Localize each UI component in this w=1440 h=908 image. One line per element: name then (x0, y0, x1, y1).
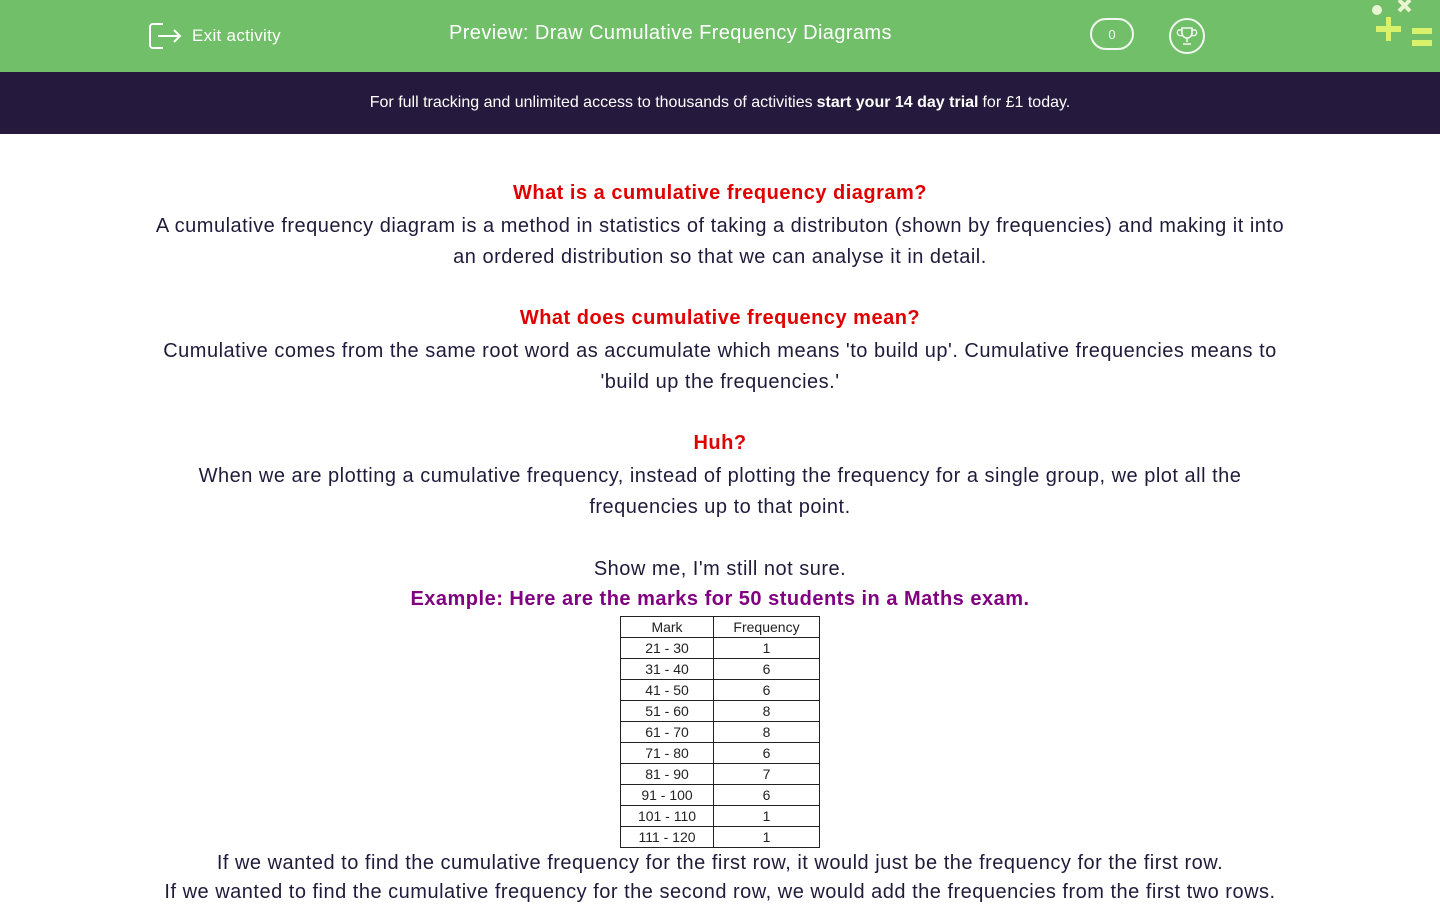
top-header (0, 0, 1440, 72)
table-row (621, 806, 820, 827)
mark-cell: 91 - 100 (621, 785, 714, 806)
frequency-cell: 1 (714, 638, 820, 659)
table-row (621, 701, 820, 722)
section-heading: What is a cumulative frequency diagram? (512, 182, 928, 204)
trophy-button[interactable] (1169, 18, 1205, 54)
exit-activity-label: Exit activity (192, 26, 281, 45)
mark-cell: 61 - 70 (621, 722, 714, 743)
exit-icon (149, 22, 182, 50)
frequency-cell: 1 (714, 827, 820, 848)
table-row (621, 764, 820, 785)
section-heading: What does cumulative frequency mean? (519, 307, 921, 329)
mark-cell: 101 - 110 (621, 806, 714, 827)
mark-cell: 51 - 60 (621, 701, 714, 722)
frequency-cell: 7 (714, 764, 820, 785)
table-row (621, 638, 820, 659)
section-body: When we are plotting a cumulative frequency, instead of plotting the frequency for a single group, we plot all the frequencies up to that point. (198, 465, 1242, 518)
section-heading: Huh? (693, 432, 747, 454)
frequency-cell: 6 (714, 680, 820, 701)
frequency-cell: 6 (714, 743, 820, 764)
mark-cell: 21 - 30 (621, 638, 714, 659)
promo-banner (0, 72, 1440, 134)
table-row (621, 827, 820, 848)
mark-cell: 111 - 120 (621, 827, 714, 848)
explanation-line: If we wanted to find the cumulative frequency for the second row, we would add the frequencies from the first two rows. (164, 881, 1276, 903)
frequency-table (620, 616, 820, 848)
mark-cell: 81 - 90 (621, 764, 714, 785)
frequency-cell: 8 (714, 722, 820, 743)
table-row (621, 743, 820, 764)
trial-link[interactable]: start your 14 day trial (816, 94, 979, 111)
table-header-row (621, 617, 820, 638)
example-heading: Example: Here are the marks for 50 students in a Maths exam. (410, 588, 1030, 610)
mark-cell: 71 - 80 (621, 743, 714, 764)
frequency-cell: 1 (714, 806, 820, 827)
maths-symbols-logo (1366, 0, 1440, 56)
section-body: Cumulative comes from the same root word as accumulate which means 'to build up'. Cumulative frequencies means to 'build up the frequencies.' (163, 340, 1277, 393)
frequency-cell: 8 (714, 701, 820, 722)
mark-cell: 41 - 50 (621, 680, 714, 701)
promo-suffix: for £1 today. (982, 94, 1071, 111)
mark-cell: 31 - 40 (621, 659, 714, 680)
trophy-icon (1176, 25, 1198, 47)
table-row (621, 722, 820, 743)
score-counter: 0 (1090, 18, 1134, 50)
exit-activity-button[interactable] (149, 20, 281, 52)
show-me-text: Show me, I'm still not sure. (593, 558, 847, 580)
table-row (621, 680, 820, 701)
frequency-cell: 6 (714, 785, 820, 806)
table-row (621, 785, 820, 806)
frequency-cell: 6 (714, 659, 820, 680)
column-header: Frequency (714, 617, 820, 638)
section-body: A cumulative frequency diagram is a method in statistics of taking a distributon (shown by frequencies) and making it into an ordered distribution so that we can analyse it in detail. (155, 215, 1285, 268)
promo-text: For full tracking and unlimited access to thousands of activities (369, 94, 813, 111)
column-header: Mark (621, 617, 714, 638)
explanation-line: If we wanted to find the cumulative frequency for the first row, it would just be the frequency for the first row. (216, 852, 1224, 874)
table-row (621, 659, 820, 680)
page-title: Preview: Draw Cumulative Frequency Diagrams (449, 22, 892, 44)
